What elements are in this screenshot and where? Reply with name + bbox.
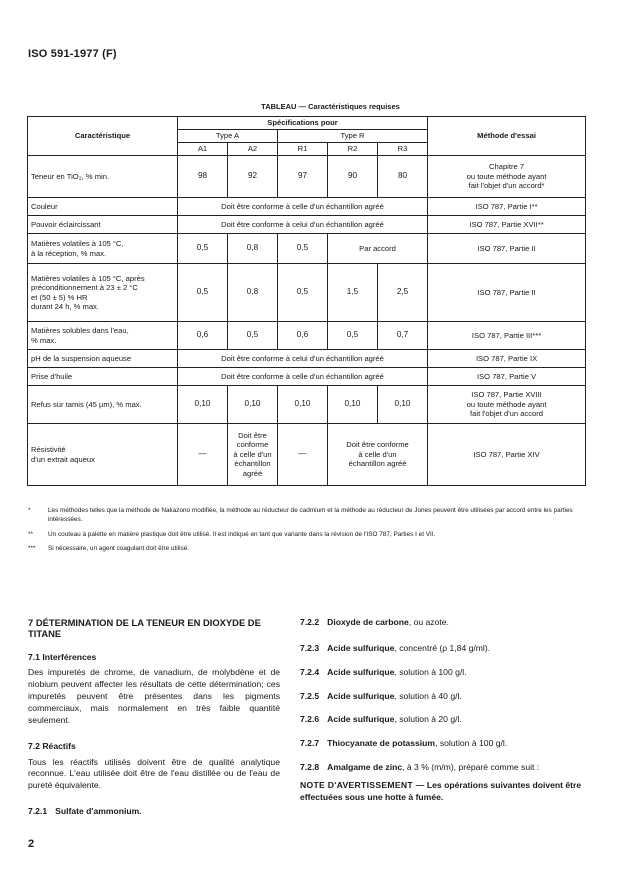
reagent-name: Acide sulfurique — [327, 642, 395, 653]
cell-r1: 0,10 — [278, 386, 328, 424]
row-label-volatiles1: Matières volatiles à 105 °C, à la réception, % max. — [28, 234, 178, 264]
span-huile: Doit être conforme à celle d'un échantillon agréé — [178, 368, 428, 386]
method-tio2: Chapitre 7 ou toute méthode ayant fait l'objet d'un accord* — [428, 156, 586, 198]
cell-r2: 0,5 — [328, 322, 378, 350]
warning-note — [300, 780, 590, 804]
cell-r3: 2,5 — [378, 264, 428, 322]
row-label-pouvoir: Pouvoir éclaircissant — [28, 216, 178, 234]
span-ph: Doit être conforme à celui d'un échantillon agréé — [178, 350, 428, 368]
reagent-7-2-8 — [300, 762, 590, 774]
header-a1: A1 — [178, 143, 228, 156]
cell-r3: 0,7 — [378, 322, 428, 350]
row-label-refus: Refus sur tamis (45 µm), % max. — [28, 386, 178, 424]
footnote-mark: *** — [28, 544, 36, 552]
footnote-text: Un couteau à palette en matière plastique doit être utilisé. Il est indiqué en tant que variante dans la révision de l'ISO 787, Parties I et VII. — [48, 530, 436, 538]
reagent-7-2-6 — [300, 714, 590, 726]
row-label-resistivite: Résistivité d'un extrait aqueux — [28, 424, 178, 486]
cell-r1: 0,5 — [278, 234, 328, 264]
subsection-title-7-1: 7.1 Interférences — [28, 651, 97, 662]
method-refus: ISO 787, Partie XVIII ou toute méthode ayant fait l'objet d'un accord — [428, 386, 586, 424]
cell-r1: — — [278, 424, 328, 486]
header-r2: R2 — [328, 143, 378, 156]
paragraph-7-1: Des impuretés de chrome, de vanadium, de molybdène et de niobium peuvent affecter les résultats de cette détermination; ces impuretés peuvent être présentes dans les pigments commerciaux, mais normalement en très faible quantité seulement. — [28, 667, 280, 725]
cell-a2: 92 — [228, 156, 278, 198]
table-row — [28, 198, 586, 216]
cell-a1: 0,5 — [178, 234, 228, 264]
cell-a2: Doit être conforme à celle d'un échantillon agréé — [228, 424, 278, 486]
page-number: 2 — [28, 838, 35, 850]
warning-label: NOTE D'AVERTISSEMENT — — [300, 780, 425, 791]
table-row — [28, 234, 586, 264]
reagent-7-2-2 — [300, 617, 590, 629]
reagent-name: Thiocyanate de potassium — [327, 738, 436, 749]
table-row — [28, 350, 586, 368]
footnote-mark: * — [28, 507, 31, 514]
reagent-detail: , concentré (ρ 1,84 g/ml). — [394, 642, 491, 653]
table-row — [28, 322, 586, 350]
subsection-title-7-2: 7.2 Réactifs — [28, 740, 76, 751]
cell-a1: — — [178, 424, 228, 486]
cell-r3: 0,10 — [378, 386, 428, 424]
table-row — [28, 264, 586, 322]
reagent-detail: , solution à 100 g/l. — [435, 738, 508, 749]
reagent-name: Acide sulfurique — [327, 714, 395, 725]
method-volatiles2: ISO 787, Partie II — [428, 264, 586, 322]
header-characteristic: Caractéristique — [28, 117, 178, 156]
reagent-detail: , solution à 40 g/l. — [394, 690, 462, 701]
reagent-number: 7.2.5 — [300, 690, 320, 701]
header-type-r: Type R — [278, 130, 428, 143]
cell-r2: 90 — [328, 156, 378, 198]
warning-text: Les opérations suivantes doivent être effectuées sous une hotte à fumée. — [300, 780, 582, 802]
reagent-7-2-7 — [300, 738, 590, 750]
method-ph: ISO 787, Partie IX — [428, 350, 586, 368]
reagent-number: 7.2.2 — [300, 617, 320, 627]
requirements-table — [27, 116, 586, 486]
reagent-name: Acide sulfurique — [327, 690, 395, 701]
reagent-7-2-1 — [28, 806, 280, 818]
reagent-7-2-3 — [300, 643, 590, 655]
cell-a1: 0,5 — [178, 264, 228, 322]
row-label-tio2: Teneur en TiO₂, % min. — [28, 156, 178, 198]
cell-a1: 0,6 — [178, 322, 228, 350]
cell-a2: 0,5 — [228, 322, 278, 350]
row-label-solubles: Matières solubles dans l'eau, % max. — [28, 322, 178, 350]
header-r3: R3 — [378, 143, 428, 156]
footnote — [28, 506, 588, 525]
reagent-number: 7.2.7 — [300, 738, 320, 749]
cell-a2: 0,8 — [228, 264, 278, 322]
header-method: Méthode d'essai — [428, 117, 586, 156]
span-pouvoir: Doit être conforme à celui d'un échantillon agréé — [178, 216, 428, 234]
reagent-number: 7.2.6 — [300, 714, 320, 725]
header-a2: A2 — [228, 143, 278, 156]
method-couleur: ISO 787, Partie I** — [428, 198, 586, 216]
span-couleur: Doit être conforme à celle d'un échantillon agréé — [178, 198, 428, 216]
footnote — [28, 530, 588, 539]
table-row — [28, 216, 586, 234]
span-par-accord: Par accord — [328, 234, 428, 264]
table-footnotes — [28, 506, 588, 558]
row-label-huile: Prise d'huile — [28, 368, 178, 386]
method-pouvoir: ISO 787, Partie XVII** — [428, 216, 586, 234]
left-column — [28, 617, 280, 830]
cell-a1: 0,10 — [178, 386, 228, 424]
row-label-couleur: Couleur — [28, 198, 178, 216]
cell-a1: 98 — [178, 156, 228, 198]
document-header: ISO 591-1977 (F) — [28, 48, 117, 60]
footnote-text: Les méthodes telles que la méthode de Nakazono modifiée, la méthode au réducteur de cadmium et la méthode au réducteur de Jones peuvent être utilisées par accord entre les parties intéressées. — [48, 507, 573, 524]
table-row — [28, 156, 586, 198]
footnote — [28, 544, 588, 553]
right-column — [300, 617, 590, 804]
row-label-ph: pH de la suspension aqueuse — [28, 350, 178, 368]
table-title: TABLEAU — Caractéristiques requises — [261, 102, 400, 111]
cell-a2: 0,8 — [228, 234, 278, 264]
method-volatiles1: ISO 787, Partie II — [428, 234, 586, 264]
row-label-volatiles2: Matières volatiles à 105 °C, après préconditionnement à 23 ± 2 °C et (50 ± 5) % HR durant 24 h, % max. — [28, 264, 178, 322]
cell-r1: 0,6 — [278, 322, 328, 350]
reagent-name: Sulfate d'ammonium. — [55, 806, 142, 817]
cell-r3: 80 — [378, 156, 428, 198]
reagent-detail: , ou azote. — [408, 617, 449, 627]
header-specifications: Spécifications pour — [178, 117, 428, 130]
reagent-7-2-5 — [300, 691, 590, 703]
reagent-name: Dioxyde de carbone — [327, 617, 409, 627]
header-r1: R1 — [278, 143, 328, 156]
reagent-detail: , à 3 % (m/m), préparé comme suit : — [402, 762, 540, 773]
cell-r1: 97 — [278, 156, 328, 198]
reagent-number: 7.2.8 — [300, 762, 320, 773]
reagent-detail: , solution à 20 g/l. — [394, 714, 462, 725]
reagent-name: Acide sulfurique — [327, 666, 395, 677]
footnote-mark: ** — [28, 530, 33, 538]
cell-r1: 0,5 — [278, 264, 328, 322]
paragraph-7-2: Tous les réactifs utilisés doivent être de qualité analytique reconnue. L'eau utilisée doit être de l'eau distillée ou de l'eau de pureté équivalente. — [28, 756, 280, 791]
table-row — [28, 424, 586, 486]
reagent-name: Amalgame de zinc — [327, 762, 403, 773]
method-solubles: ISO 787, Partie III*** — [428, 322, 586, 350]
reagent-number: 7.2.4 — [300, 666, 320, 677]
table-row — [28, 386, 586, 424]
header-type-a: Type A — [178, 130, 278, 143]
cell-r2: 1,5 — [328, 264, 378, 322]
footnote-text: Si nécessaire, un agent coagulant doit être utilisé. — [48, 544, 190, 552]
reagent-7-2-4 — [300, 667, 590, 679]
method-huile: ISO 787, Partie V — [428, 368, 586, 386]
section-title: 7 DÉTERMINATION DE LA TENEUR EN DIOXYDE DE TITANE — [28, 617, 261, 640]
reagent-detail: , solution à 100 g/l. — [394, 666, 467, 677]
reagent-number: 7.2.3 — [300, 642, 320, 653]
cell-a2: 0,10 — [228, 386, 278, 424]
method-resistivite: ISO 787, Partie XIV — [428, 424, 586, 486]
cell-r2: 0,10 — [328, 386, 378, 424]
reagent-number: 7.2.1 — [28, 806, 48, 817]
span-resistivite: Doit être conforme à celle d'un échantillon agréé — [328, 424, 428, 486]
table-row — [28, 368, 586, 386]
